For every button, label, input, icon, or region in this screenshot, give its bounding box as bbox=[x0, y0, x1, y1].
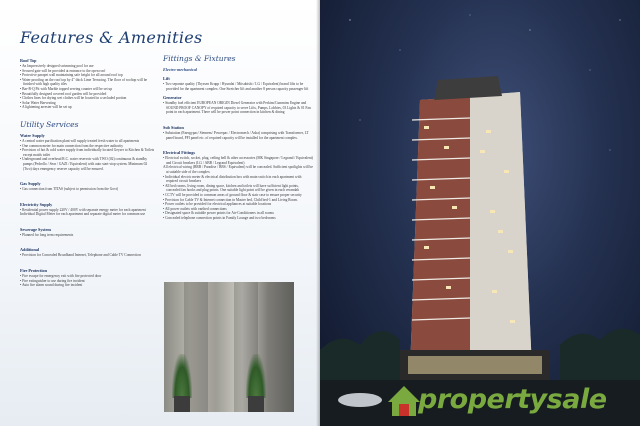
electrical-item: • Concealed telephone connection points in Family Lounge and two bedrooms bbox=[163, 215, 276, 220]
roof-top-heading: Roof Top bbox=[20, 58, 37, 63]
electrical-item: • Provision for Cable TV & Internet connection in Master bed, Child bed-1 and Living Room. bbox=[163, 197, 298, 202]
electro-mechanical-heading: Electro-mechanical bbox=[163, 67, 197, 72]
lift-heading: Lift bbox=[163, 76, 170, 81]
sewerage-heading: Sewerage System bbox=[20, 226, 51, 232]
electrical-item: • All power outlets with earthed connections bbox=[163, 206, 227, 211]
electrical-item: • Designated space & suitable power points for Air-Conditioners in all rooms bbox=[163, 211, 274, 216]
roof-top-item: • Clothes lines for drying wet clothes will be located in a secluded portion bbox=[20, 96, 127, 101]
water-item: • A central water purification plant will supply treated fresh water to all apartments bbox=[20, 138, 140, 143]
roof-top-item: • Bar-B-Q Pit with Marble topped serving counter will be set up bbox=[20, 86, 113, 91]
electrical-item: • CCTV will be provided to common areas of ground floor & stair case to ensure proper security bbox=[163, 192, 302, 197]
tower-roof bbox=[434, 76, 502, 100]
roof-top-item: • Beautifully designed covered roof garden will be provided bbox=[20, 91, 107, 96]
right-column bbox=[163, 54, 313, 220]
roof-top-item: • Solar Water Harvesting bbox=[20, 100, 56, 105]
left-column bbox=[20, 54, 155, 288]
sewerage-item: • Planned for long term requirements bbox=[20, 232, 74, 237]
page-title: Features & Amenities bbox=[20, 28, 203, 47]
fire-protection-heading: Fire Protection bbox=[20, 268, 47, 274]
electrical-fittings-heading: Electrical Fittings bbox=[163, 150, 195, 156]
utility-heading: Utility Services bbox=[20, 119, 79, 129]
car-image bbox=[338, 393, 382, 407]
fittings-heading: Fittings & Fixtures bbox=[163, 54, 236, 63]
water-item: • Provision of hot & cold water supply from individually located Geyser to Kitchen & Toilets except maids toilet bbox=[20, 148, 155, 157]
building-render bbox=[320, 0, 640, 426]
gas-item: • Gas connection from TITAS (subject to permission from the Govt) bbox=[20, 187, 119, 192]
fire-item: • Auto fire alarm sound during fire incident bbox=[20, 283, 83, 288]
electrical-item: • Power outlets to be provided for electrical appliances at suitable locations bbox=[163, 202, 272, 207]
tower-brick-face bbox=[410, 96, 470, 370]
electrical-item: • Electrical switch, socket, plug, ceiling bell & other accessories (MK Singapore / Legrand / Equivalent) and Circuit breakers (LG / ABB / Legrand Equivalent) bbox=[163, 156, 313, 165]
substation-heading: Sub Station bbox=[163, 124, 184, 130]
plant-pot bbox=[248, 396, 264, 412]
watermark-text: propertysale bbox=[418, 384, 607, 415]
interior-photo bbox=[164, 282, 294, 412]
water-item: • Underground and overhead R.C. water reservoir with TWO (02) continuous & standby pumps (Pedrollo / Sear / GAZI / Equivalent) with auto start-stop system. Minimum 02 (Two) days emergency reserve capacity will be ensured. bbox=[20, 157, 148, 171]
electricity-item: • Residential power supply 220V / 400V with separate energy meter for each apartment bbox=[20, 207, 146, 212]
electrical-item: • All bed rooms, living room, dining space, kitchen and toilets will have sufficient light points, concealed fan hooks and plug points. One suitable light point will be given in each verandah bbox=[163, 183, 299, 193]
gas-supply-heading: Gas Supply bbox=[20, 181, 41, 187]
lift-item: • Two separate quality (Thyssen Krupp / Hyundai / Mitsubishi / LG / Equivalent) brand lifts to be provided for the apartment complex. One Stretcher lift and another 8 person capacity passenger lift bbox=[163, 82, 309, 91]
electrical-item: All electrical wiring (BRB / Paradise / BBS / Equivalent) will be concealed. Sufficient spotlights will be at suitable side of the complex bbox=[163, 165, 313, 174]
fire-item: • Fire extinguisher to use during fire incident bbox=[20, 278, 85, 283]
electrical-item: • Individual electric meter & electrical distribution box with main switch in each apartment with required circuit breakers bbox=[163, 174, 302, 184]
roof-top-item: • Water proofing on the roof top by 4" thick Lime Terracing. The floor of rooftop will be finished with high quality tiles bbox=[20, 77, 148, 87]
plant-image bbox=[246, 354, 266, 398]
generator-heading: Generator bbox=[163, 95, 182, 101]
lobby-glow bbox=[408, 356, 542, 374]
roof-top-item: • A lightening arrester will be set up bbox=[20, 105, 72, 110]
roof-top-item: • Protective parapet wall maintaining safe height for all around roof top bbox=[20, 73, 123, 78]
additional-heading: Additional bbox=[20, 247, 40, 253]
electricity-item: Individual Digital Meter for each apartment and separate digital meter for common use bbox=[20, 212, 146, 217]
substation-item: • Substation (Energypac/ Siemens/ Powerpac / Electromech / Asha) comprising with Transformer, LT panel board, PFI panel etc. of required capacity will be installed for the apartment complex. bbox=[163, 130, 309, 140]
additional-item: • Provision for Concealed Broadband Internet, Telephone and Cable TV Connection bbox=[20, 253, 141, 258]
building-illustration bbox=[320, 0, 640, 426]
propertysale-watermark bbox=[384, 378, 640, 424]
electricity-supply-heading: Electricity Supply bbox=[20, 201, 53, 207]
generator-item: • Standby fuel efficient EUROPEAN ORIGIN Diesel Generator with Perkins/Cummins Engine and SOUND PROOF CANOPY of required capacity to serve Lifts, Pumps, Lobbies, 03 Lights & 01 Fan point in each apartment. There will be power point connection in kitchen & dining bbox=[163, 101, 311, 115]
roof-top-item: • An Impressively designed swimming pool for use bbox=[20, 64, 94, 68]
plant-pot bbox=[174, 396, 190, 412]
fire-item: • Fire escape for emergency exit with fire protected door bbox=[20, 274, 102, 279]
plant-image bbox=[172, 354, 192, 398]
roof-top-item: • Secured gate will be provided at entrance to the open roof bbox=[20, 68, 106, 73]
water-supply-heading: Water Supply bbox=[20, 132, 45, 138]
water-item: • One common meter for main connection from the respective authority bbox=[20, 143, 124, 148]
